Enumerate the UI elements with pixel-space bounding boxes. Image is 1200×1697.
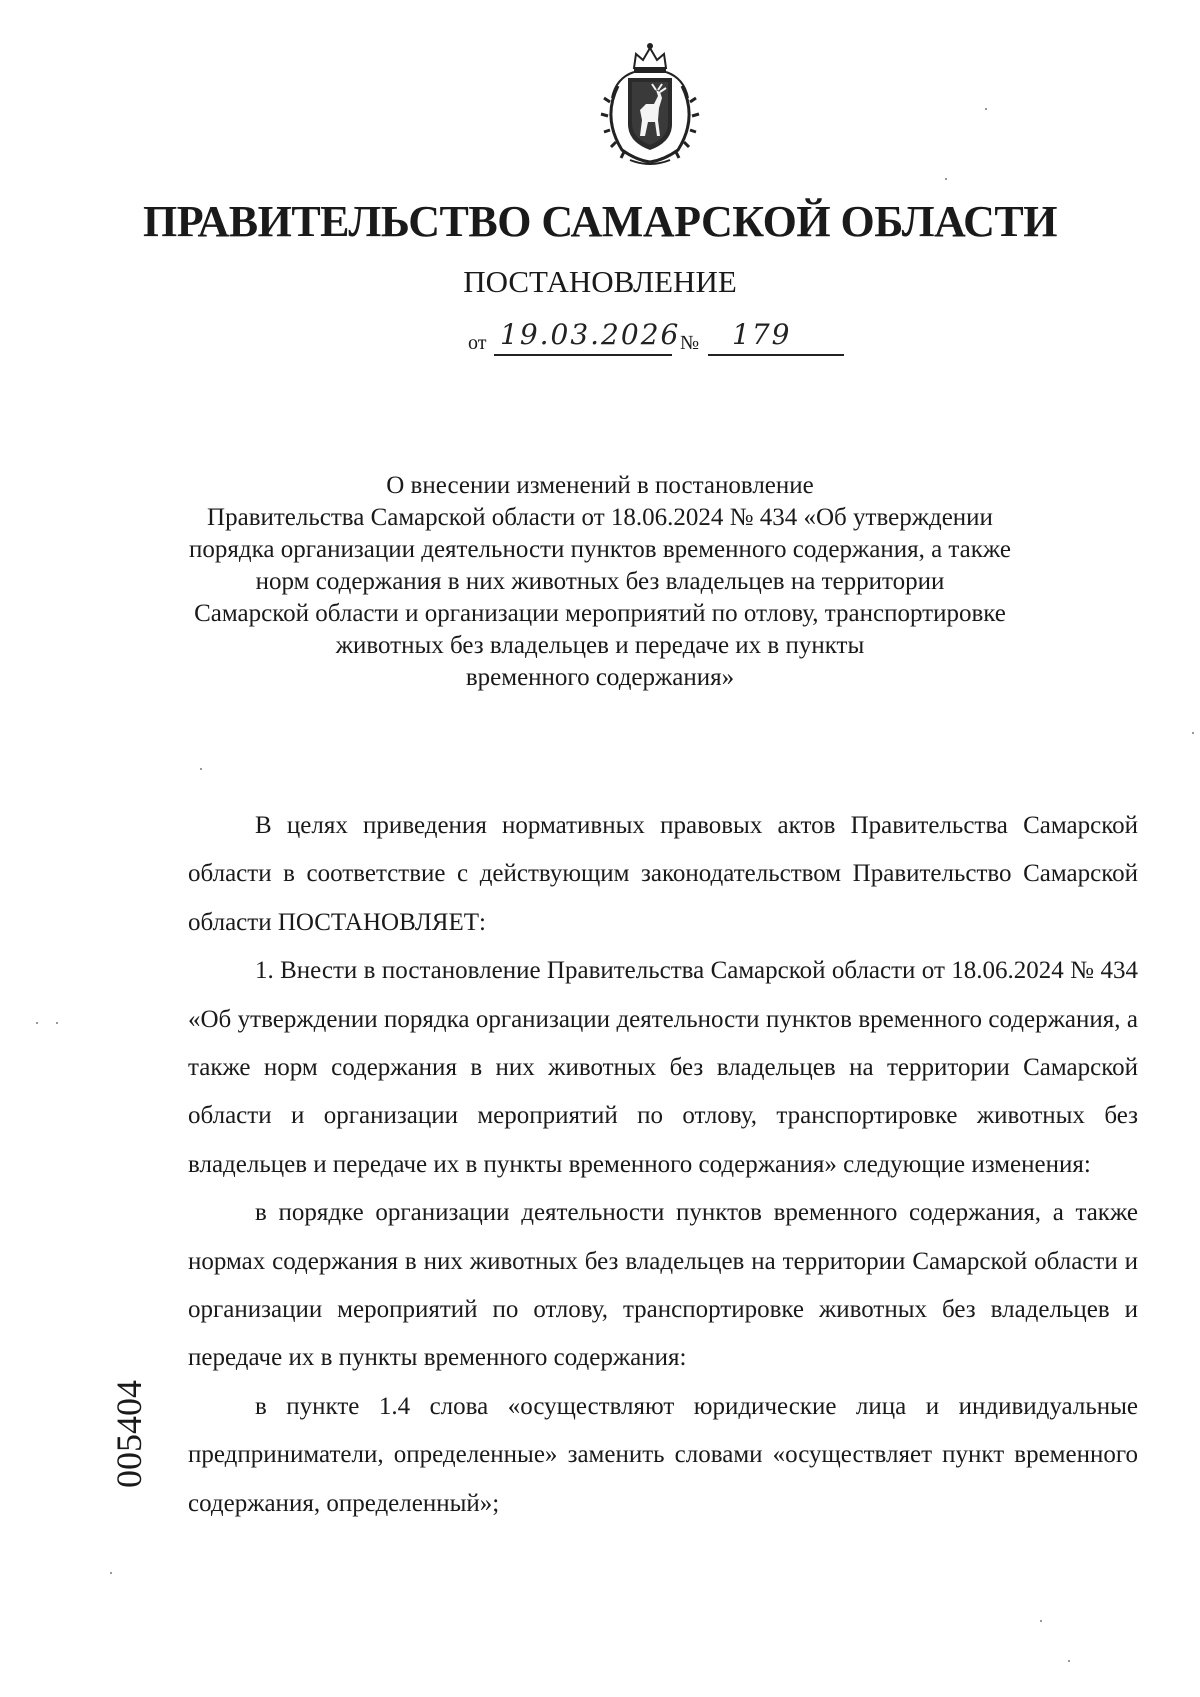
subject-line: временного содержания» [465,664,735,691]
handwritten-number: 179 [732,318,792,351]
scan-speck [56,1022,58,1024]
amendment-scope-paragraph: в порядке организации деятельности пунктов временного содержания, а также нормах содержания в них животных без владельцев на территории Самарской области и организации мероприятий по отлову, транспортировке животных без владельцев и передаче их в пункты временного содержания: [188,1199,1138,1372]
document-type: ПОСТАНОВЛЕНИЕ [463,264,737,299]
scan-speck [1040,1620,1042,1622]
side-registration-number: 005404 [109,1380,149,1488]
amendment-1-4-paragraph: в пункте 1.4 слова «осуществляют юридические лица и индивидуальные предприниматели, определенные» заменить словами «осуществляет пункт временного содержания, определенный»; [188,1392,1138,1517]
date-prefix: от [468,332,487,354]
subject-line: животных без владельцев и передаче их в пункты [335,632,865,659]
subject-line: норм содержания в них животных без владельцев на территории [255,568,945,595]
preamble-paragraph: В целях приведения нормативных правовых актов Правительства Самарской области в соответствие с действующим законодательством Правительство Самарской области ПОСТАНОВЛЯЕТ: [188,812,1138,936]
date-underline [494,354,672,356]
clause-1-paragraph: 1. Внести в постановление Правительства Самарской области от 18.06.2024 № 434 «Об утверждении порядка организации деятельности пунктов временного содержания, а также норм содержания в них животных без владельцев на территории Самарской области и организации мероприятий по отлову, транспортировке животных без владельцев и передаче их в пункты временного содержания» следующие изменения: [188,957,1138,1178]
scan-speck [110,1572,112,1574]
handwritten-date: 19.03.2026 [500,318,681,351]
subject-line: Самарской области и организации мероприятий по отлову, транспортировке [194,600,1006,627]
government-title: ПРАВИТЕЛЬСТВО САМАРСКОЙ ОБЛАСТИ [143,197,1057,246]
scan-speck [1192,732,1194,734]
subject-line: Правительства Самарской области от 18.06.2024 № 434 «Об утверждении [207,504,993,531]
scan-speck [945,178,947,180]
number-underline [708,354,844,356]
scan-speck [1068,1660,1070,1662]
scan-speck [200,768,202,770]
subject-line: порядка организации деятельности пунктов временного содержания, а также [189,536,1011,563]
scan-speck [985,108,987,110]
number-prefix: № [680,332,700,354]
coat-of-arms-emblem [596,38,704,168]
document-subject [150,470,1050,694]
document-body [188,802,1138,1528]
subject-line: О внесении изменений в постановление [386,472,814,499]
scan-speck [36,1022,38,1024]
